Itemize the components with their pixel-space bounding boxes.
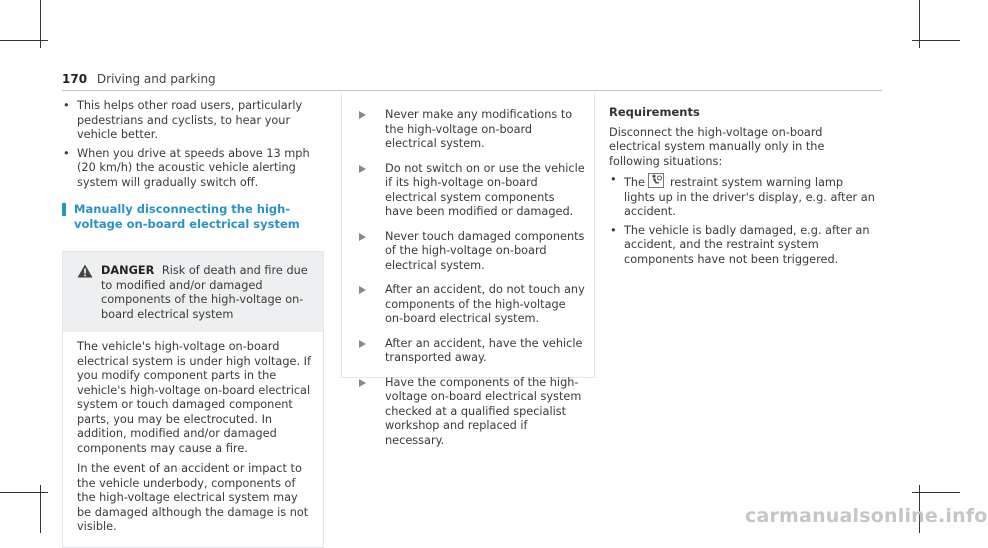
column-3 xyxy=(609,92,877,271)
list-item xyxy=(62,147,324,191)
list-item-text: restraint system warning lamp lights up in the driver's display, e.g. after an accident. xyxy=(624,176,875,218)
crop-mark xyxy=(0,40,48,41)
list-item xyxy=(609,224,877,268)
list-item-text: When you drive at speeds above 13 mph (20 km/h) the acoustic vehicle alerting system will gradually switch off. xyxy=(77,146,310,189)
step-text: After an accident, have the vehicle transported away. xyxy=(385,336,583,364)
section-name: Driving and parking xyxy=(96,72,216,86)
restraint-system-icon xyxy=(648,173,664,188)
step-item xyxy=(341,337,585,366)
step-text: Do not switch on or use the vehicle if its high-voltage on-board electrical system components have been modified or damaged. xyxy=(385,161,585,218)
danger-box xyxy=(62,251,324,548)
list-item xyxy=(62,99,324,143)
bullet-icon: • xyxy=(63,146,70,160)
step-text: Never make any modifications to the high-voltage on-board electrical system. xyxy=(385,108,573,150)
section-marker xyxy=(62,203,66,216)
requirements-title: Requirements xyxy=(609,105,700,119)
watermark-logo: carmanualsonline.info xyxy=(745,505,988,527)
step-arrow-icon xyxy=(359,340,366,348)
step-item xyxy=(341,230,585,274)
step-arrow-icon xyxy=(359,233,366,241)
step-item xyxy=(341,108,585,152)
requirements-list xyxy=(609,173,877,267)
danger-label: DANGER xyxy=(101,264,155,277)
requirements-intro: Disconnect the high-voltage on-board electrical system manually only in the following situations: xyxy=(609,125,825,168)
list-item-text: The xyxy=(624,176,646,189)
danger-header xyxy=(63,252,323,332)
danger-paragraph: In the event of an accident or impact to the vehicle underbody, components of the high-voltage electrical system may be damaged although the damage is not visible. xyxy=(77,462,309,533)
crop-mark xyxy=(912,492,960,493)
step-item xyxy=(341,376,585,449)
crop-mark xyxy=(0,492,48,493)
page-header xyxy=(62,72,216,86)
list-item-text: The vehicle is badly damaged, e.g. after an accident, and the restraint system components have not been triggered. xyxy=(624,223,870,266)
list-item-text: This helps other road users, particularly pedestrians and cyclists, to hear your vehicle better. xyxy=(77,99,303,141)
bullet-icon: • xyxy=(610,223,617,237)
step-arrow-icon xyxy=(359,165,366,173)
step-arrow-icon xyxy=(359,379,366,387)
danger-paragraph: The vehicle's high-voltage on-board electrical system is under high voltage. If you modify component parts in the vehicle's high-voltage on-board electrical system or touch damaged component parts, you may be electrocuted. In addition, modified and/or damaged components may cause a fire. xyxy=(77,340,311,455)
column-1 xyxy=(62,99,324,548)
page-number: 170 xyxy=(62,72,88,86)
danger-headline: Risk of death and fire due to modified and/or damaged components of the high-voltage on-board electrical system xyxy=(101,264,308,321)
section-title-text: Manually disconnecting the high-voltage on-board electrical system xyxy=(74,202,300,231)
step-arrow-icon xyxy=(359,111,366,119)
list-item xyxy=(609,173,877,220)
header-rule xyxy=(62,90,882,91)
danger-body xyxy=(63,332,323,547)
bullet-icon: • xyxy=(610,173,617,186)
bullet-icon: • xyxy=(63,99,70,112)
warning-triangle-icon xyxy=(77,264,93,278)
step-text: Never touch damaged components of the high-voltage on-board electrical system. xyxy=(385,229,585,272)
step-arrow-icon xyxy=(359,286,366,294)
crop-mark xyxy=(912,40,960,41)
step-item xyxy=(341,283,585,327)
section-title xyxy=(62,202,324,231)
column-2 xyxy=(341,98,593,448)
step-item xyxy=(341,162,585,220)
step-text: After an accident, do not touch any components of the high-voltage on-board electrical system. xyxy=(385,283,585,325)
bullet-list xyxy=(62,99,324,190)
step-text: Have the components of the high-voltage on-board electrical system checked at a qualified specialist workshop and replaced if necessary. xyxy=(385,375,582,447)
